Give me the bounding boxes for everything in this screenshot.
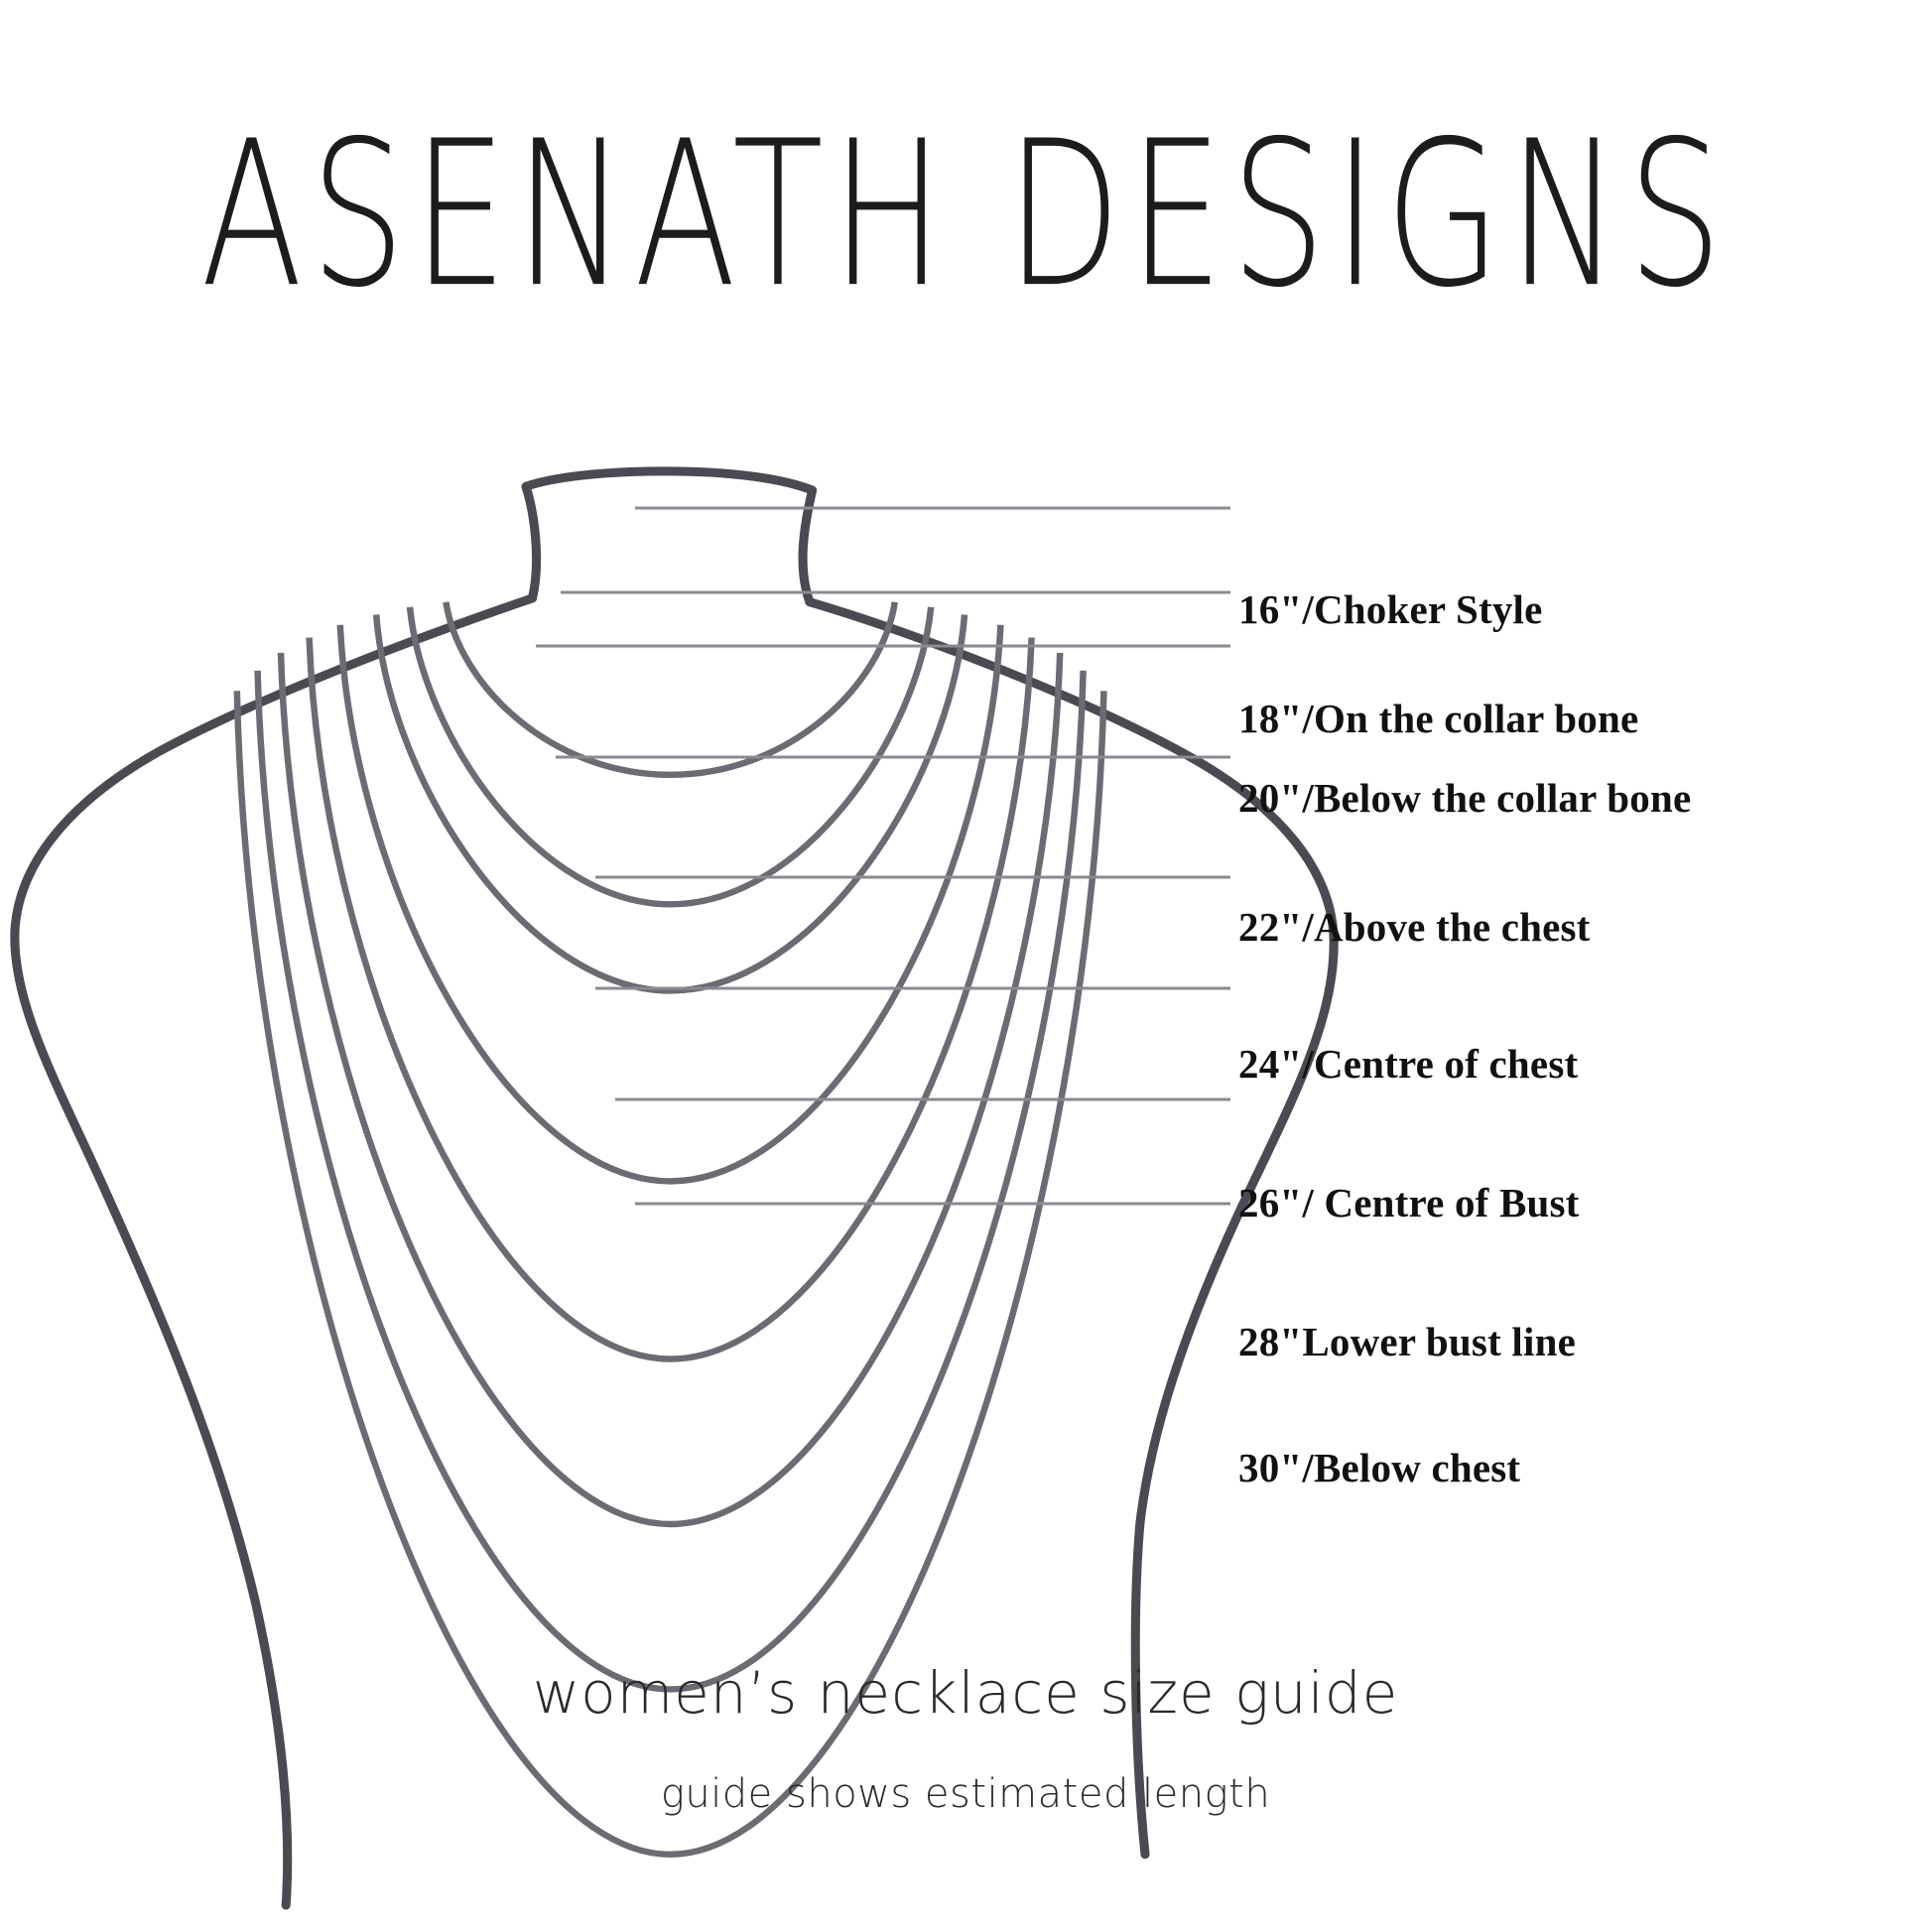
label-18in: 18"/On the collar bone <box>1238 696 1639 741</box>
chain-16 <box>446 602 894 775</box>
label-30in: 30"/Below chest <box>1238 1445 1521 1490</box>
label-22in: 22"/Above the chest <box>1238 904 1591 950</box>
guide-caption: women’s necklace size guide <box>532 1659 1399 1727</box>
guide-subcaption: guide shows estimated length <box>660 1771 1271 1817</box>
label-24in: 24"/Centre of chest <box>1238 1041 1579 1087</box>
label-26in: 26"/ Centre of Bust <box>1238 1180 1580 1225</box>
chain-20 <box>376 615 965 991</box>
brand-title: ASENATH DESIGNS <box>200 98 1731 332</box>
leader-lines <box>536 508 1230 1204</box>
chain-26 <box>281 653 1060 1524</box>
label-20in: 20"/Below the collar bone <box>1238 775 1692 821</box>
label-28in: 28"Lower bust line <box>1238 1319 1576 1364</box>
chain-24 <box>310 638 1032 1359</box>
label-16in: 16"/Choker Style <box>1238 586 1543 632</box>
